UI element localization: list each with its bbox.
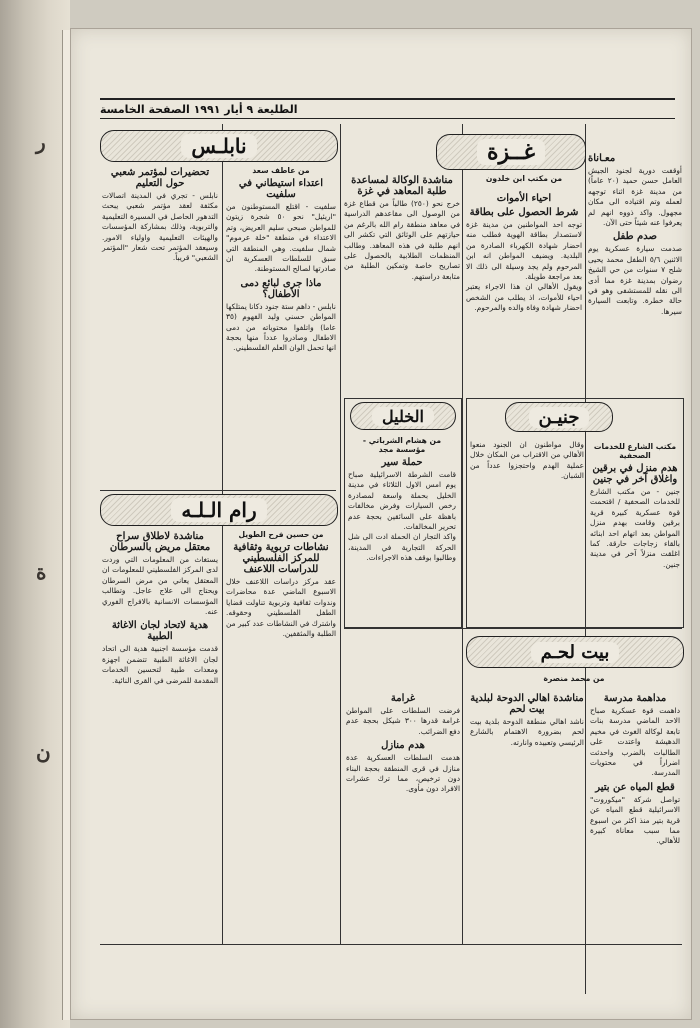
jenin-paragraph: جنين - من مكتب الشارع للخدمات الصحفية / اقتحمت قوة عسكرية كبيرة قرية برقين وقامت بهدم منزل المواطن بعد اتهام احد ابنائه بالقاء زجاجات حارقة. كما اغلقت منزلاً آخر في مدينة جنين. — [590, 487, 680, 569]
bethlehem-headline: هدم منازل — [381, 740, 425, 752]
bethlehem-banner-title: بيت لحـم — [531, 642, 620, 663]
nablus-col-a — [226, 164, 336, 354]
binder-strip — [0, 0, 70, 1028]
gaza-paragraph: ويقول الأهالي ان هذا الاجراء يعتبر احياء للأموات، اذ يطلب من الشخص احضار شهادة وفاة والده والمرحوم. — [466, 282, 582, 313]
gaza-headline: شرط الحصول على بطاقة — [469, 207, 579, 218]
gaza-byline: من مكتب ابن خلدون — [485, 174, 563, 183]
ramallah-banner-title: رام الـلـه — [171, 498, 266, 522]
ramallah-headline: هدية لاتحاد لجان الاغاثة الطبية — [111, 620, 209, 643]
bethlehem-paragraph: هدمت السلطات العسكرية عدة منازل في قرى المنطقة بحجة البناء دون ترخيص، مما ترك عشرات الافراد دون مأوى. — [346, 753, 460, 794]
page-bottom-rule — [100, 944, 682, 945]
bethlehem-byline-col — [466, 672, 682, 685]
binder-mark: ر — [36, 130, 46, 154]
column-rule — [222, 124, 223, 944]
ramallah-col-a — [226, 528, 336, 639]
nablus-paragraph: سلفيت - اقتلع المستوطنون من "اريئيل" نحو ٥٠ شجرة زيتون للمواطن صبحي سليم العريض، وتم الاعتداء في منطقة "خلة عرموم" شمال سلفيت. وهي المنطقة التي سبق للسلطات العسكرية ان صادرتها لصالح المستوطنة. — [226, 202, 336, 274]
ramallah-headline: نشاطات تربوية وثقافية للمركز الفلسطيني للدراسات اللاعنف — [233, 542, 329, 575]
bethlehem-banner — [466, 636, 684, 668]
gaza-col-a — [344, 172, 460, 282]
bethlehem-headline: قطع المياه عن بتير — [595, 781, 675, 793]
gaza-headline: مناشدة الوكالة لمساعدة طلبة المعاهد في غزة — [351, 175, 453, 197]
ramallah-byline: من حسين فرح الطويل — [238, 530, 324, 539]
section-divider — [100, 490, 336, 491]
nablus-paragraph: نابلس - تجري في المدينة اتصالات مكثفة لعقد مؤتمر شعبي يبحث التدهور الحاصل في المسيرة التعليمية والتربوية، وذلك بمشاركة المؤسسات والهيئات التعليمية واولياء الامور. وسيعقد المؤتمر تحت شعار "المؤتمر الشعبي" قريباً. — [102, 191, 218, 263]
nablus-headline: اعتداء استيطاني في سلفيت — [238, 178, 324, 200]
column-rule — [340, 124, 341, 944]
bethlehem-paragraph: ناشد اهالي منطقة الدوحة بلدية بيت لحم بضرورة الاهتمام بالشارع الرئيسي وتعبيده وانارته. — [470, 717, 584, 747]
ramallah-headline: مناشدة لاطلاق سراح معتقل مريض بالسرطان — [109, 531, 211, 553]
maanat-col — [588, 150, 682, 317]
khalil-banner-title: الخليل — [372, 407, 434, 426]
maanat-headline: صدم طفل — [612, 231, 657, 243]
gaza-headline: احياء الأموات — [496, 193, 552, 204]
nablus-byline: من عاطف سعد — [252, 166, 310, 175]
bethlehem-col-a — [590, 690, 680, 847]
bethlehem-col-b — [470, 690, 584, 748]
bethlehem-byline: من محمد منصرة — [543, 674, 605, 683]
bethlehem-paragraph: داهمت قوة عسكرية صباح الاحد الماضي مدرسة بنات تابعة لوكالة الغوث في مخيم الدهيشة واعتدت على الطالبات بالضرب واحدثت اضراراً في محتويات المدرسة. — [590, 706, 680, 778]
column-rule — [462, 124, 463, 944]
nablus-banner-title: نابلـس — [181, 134, 256, 158]
jenin-paragraph: وقال مواطنون ان الجنود منعوا الأهالي من الاقتراب من المكان خلال عملية الهدم واحتجزوا عدداً من الشبان. — [470, 440, 584, 481]
jenin-col-b — [470, 440, 584, 482]
khalil-headline: حملة سير — [381, 457, 423, 468]
ramallah-paragraph: عقد مركز دراسات اللاعنف خلال الاسبوع الماضي عدة محاضرات وندوات ثقافية وتربوية تناولت قضايا الطفل الفلسطيني وحقوقه. واشترك في النشاطات عدد كبير من الطلبة والمثقفين. — [226, 577, 336, 639]
khalil-paragraph: واكد التجار ان الحملة ادت الى شل الحركة التجارية في المدينة، وطالبوا بوقف هذه الاجراءات. — [348, 532, 456, 563]
gaza-col-b — [466, 190, 582, 314]
jenin-col-a — [590, 440, 680, 570]
maanat-paragraph: صدمت سيارة عسكرية يوم الاثنين ٥/٦ الطفل محمد يحيى شلح ٧ سنوات من حي الشيخ رضوان بمدينة غزة مما أدى الى نقله للمستشفى وهو في حالة خطرة. وتابعت السيارة سيرها. — [588, 244, 682, 316]
khalil-byline: من هشام الشرباتي - مؤسسة مجد — [362, 436, 442, 454]
maanat-title: معـاناة — [588, 153, 616, 164]
nablus-headline: تحضيرات لمؤتمر شعبي حول التعليم — [110, 167, 210, 189]
header-text: الطليعة ٩ أيار ١٩٩١ الصفحة الخامسة — [100, 102, 298, 116]
ramallah-paragraph: يستغاث من المعلومات التي وردت لدى المركز الفلسطيني للمعلومات ان المعتقل يعاني من مرض السرطان ويحتاج الى علاج عاجل. وتطالب المؤسسات الانسانية بالافراج الفوري عنه. — [102, 555, 218, 617]
ramallah-col-b — [102, 528, 218, 686]
bethlehem-headline: مناشدة اهالي الدوحة لبلدية بيت لحم — [470, 693, 584, 715]
ramallah-paragraph: قدمت مؤسسة اجنبية هدية الى اتحاد لجان الاغاثة الطبية تتضمن اجهزة ومعدات طبية لتحسين الخدمات المقدمة للمرضى في القرى النائية. — [102, 644, 218, 685]
nablus-banner — [100, 130, 338, 162]
jenin-byline: مكتب الشارع للخدمات الصحفية — [593, 442, 677, 460]
jenin-banner — [505, 402, 613, 432]
khalil-banner — [350, 402, 456, 430]
page-header — [100, 98, 675, 119]
binder-mark: ة — [36, 560, 47, 584]
bethlehem-paragraph: فرضت السلطات على المواطن غرامة قدرها ٣٠٠ شيكل بحجة عدم دفع الضرائب. — [346, 706, 460, 736]
gaza-banner-title: غــزة — [477, 139, 545, 165]
maanat-paragraph: أوقفت دورية لجنود الجيش العامل حسن حميد (٢٠ عاماً) من مدينة غزة اثناء توجهه لعمله وتم اقتياده الى مكان مجهول. واكد ذووه انهم لم يعرفوا عنه شيئاً حتى الآن. — [588, 166, 682, 228]
binder-mark: ن — [36, 740, 51, 764]
jenin-headline: هدم منزل في برقين واغلاق آخر في جنين — [592, 463, 678, 485]
jenin-banner-title: جنيـن — [529, 407, 590, 428]
gaza-paragraph: توجه احد المواطنين من مدينة غزة لاستصدار بطاقة الهوية فطلب منه احضار شهادة الكهرباء الصادرة من البلدية. ويضيف المواطن انه ابن المرحوم ولم يجد وسيلة الى ذلك الا بعد مراجعة طويلة. — [466, 220, 582, 282]
nablus-paragraph: نابلس - داهم ستة جنود دكانا يمتلكها المواطن حسني وليد الفهوم (٣٥ عاما) واتلفوا محتوياته من دمى الاطفال وصادروا عدداً منها بحجة انها تحمل الوان العلم الفلسطيني. — [226, 301, 336, 353]
section-divider — [344, 628, 682, 629]
khalil-col — [348, 434, 456, 564]
nablus-col-b — [102, 164, 218, 264]
gaza-paragraph: خرج نحو (٢٥٠) طالباً من قطاع غزة من الوصول الى مقاعدهم الدراسية في معاهد منطقة رام الله بالرغم من حيازتهم على الوثائق التي تكشر الى انهم طلبة في هذه المعاهد. وطالب المنظمات الطلابية بالحصول على تصاريح خاصة وتمكين الطلبة من متابعة دراستهم. — [344, 199, 460, 281]
nablus-headline: ماذا جرى لبائع دمى الأطفال؟ — [240, 277, 322, 300]
bethlehem-col-c — [346, 690, 460, 795]
gaza-banner — [436, 134, 586, 170]
bethlehem-headline: مداهمة مدرسة — [603, 693, 667, 704]
bethlehem-headline: غرامة — [390, 693, 416, 704]
khalil-paragraph: قامت الشرطة الاسرائيلية صباح يوم امس الاول الثلاثاء في مدينة الخليل بحملة واسعة لمصادرة رخص السيارات وفرض مخالفات باهظة على السائقين بحجة عدم تحرير المخالفات. — [348, 470, 456, 532]
ramallah-banner — [100, 494, 338, 526]
bethlehem-paragraph: تواصل شركة "ميكوروت" الاسرائيلية قطع المياه عن قرية بتير منذ اكثر من اسبوع مما سبب معاناة كبيرة للأهالي. — [590, 794, 680, 846]
gaza-byline-col — [466, 172, 582, 185]
